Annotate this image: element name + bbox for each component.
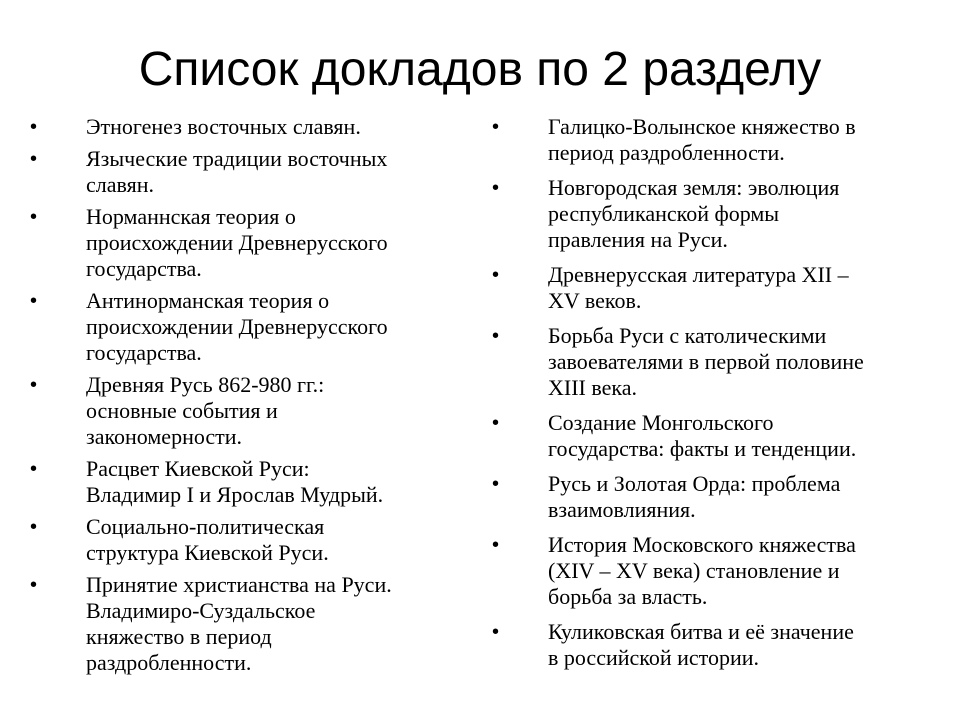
bullet-icon: •	[30, 116, 38, 138]
bullet-icon: •	[30, 290, 38, 312]
list-item	[30, 288, 470, 366]
bullet-icon: •	[30, 516, 38, 538]
list-item	[492, 175, 942, 253]
list-item-text: Новгородская земля: эволюция республиканской формы правления на Руси.	[548, 175, 840, 252]
list-item-text: Куликовская битва и её значение в российской истории.	[548, 619, 854, 670]
list-item	[492, 619, 942, 671]
list-item	[30, 372, 470, 450]
bullet-icon: •	[492, 534, 500, 556]
bullet-icon: •	[492, 264, 500, 286]
list-item-text: Принятие христианства на Руси. Владимиро-Суздальское княжество в период раздробленности.	[86, 572, 392, 675]
bullet-icon: •	[30, 574, 38, 596]
list-item-text: Норманнская теория о происхождении Древнерусского государства.	[86, 204, 388, 281]
list-item	[492, 114, 942, 166]
list-item	[30, 456, 470, 508]
bullet-icon: •	[30, 458, 38, 480]
list-item-text: Русь и Золотая Орда: проблема взаимовлияния.	[548, 471, 841, 522]
list-item	[30, 114, 470, 140]
list-item-text: Древнерусская литература XII – XV веков.	[548, 262, 849, 313]
list-item	[30, 514, 470, 566]
list-item-text: Языческие традиции восточных славян.	[86, 146, 388, 197]
left-topic-list	[30, 114, 470, 682]
right-topic-list	[492, 114, 942, 680]
list-item	[492, 471, 942, 523]
bullet-icon: •	[492, 412, 500, 434]
bullet-icon: •	[492, 116, 500, 138]
list-item	[492, 262, 942, 314]
list-item-text: История Московского княжества (XIV – XV века) становление и борьба за власть.	[548, 532, 856, 609]
list-item-text: Этногенез восточных славян.	[86, 114, 361, 139]
bullet-icon: •	[492, 177, 500, 199]
list-item	[492, 323, 942, 401]
list-item-text: Создание Монгольского государства: факты и тенденции.	[548, 410, 857, 461]
bullet-icon: •	[492, 325, 500, 347]
bullet-icon: •	[30, 374, 38, 396]
list-item	[492, 410, 942, 462]
list-item-text: Антинорманская теория о происхождении Древнерусского государства.	[86, 288, 388, 365]
list-item-text: Борьба Руси с католическими завоевателями в первой половине XIII века.	[548, 323, 864, 400]
list-item	[30, 146, 470, 198]
slide-title: Список докладов по 2 разделу	[138, 43, 822, 96]
list-item	[30, 204, 470, 282]
list-item	[492, 532, 942, 610]
bullet-icon: •	[492, 473, 500, 495]
list-item-text: Галицко-Волынское княжество в период раздробленности.	[548, 114, 856, 165]
list-item	[30, 572, 470, 676]
list-item-text: Социально-политическая структура Киевской Руси.	[86, 514, 329, 565]
list-item-text: Расцвет Киевской Руси: Владимир I и Ярослав Мудрый.	[86, 456, 384, 507]
bullet-icon: •	[30, 148, 38, 170]
list-item-text: Древняя Русь 862-980 гг.: основные события и закономерности.	[86, 372, 325, 449]
bullet-icon: •	[30, 206, 38, 228]
bullet-icon: •	[492, 621, 500, 643]
